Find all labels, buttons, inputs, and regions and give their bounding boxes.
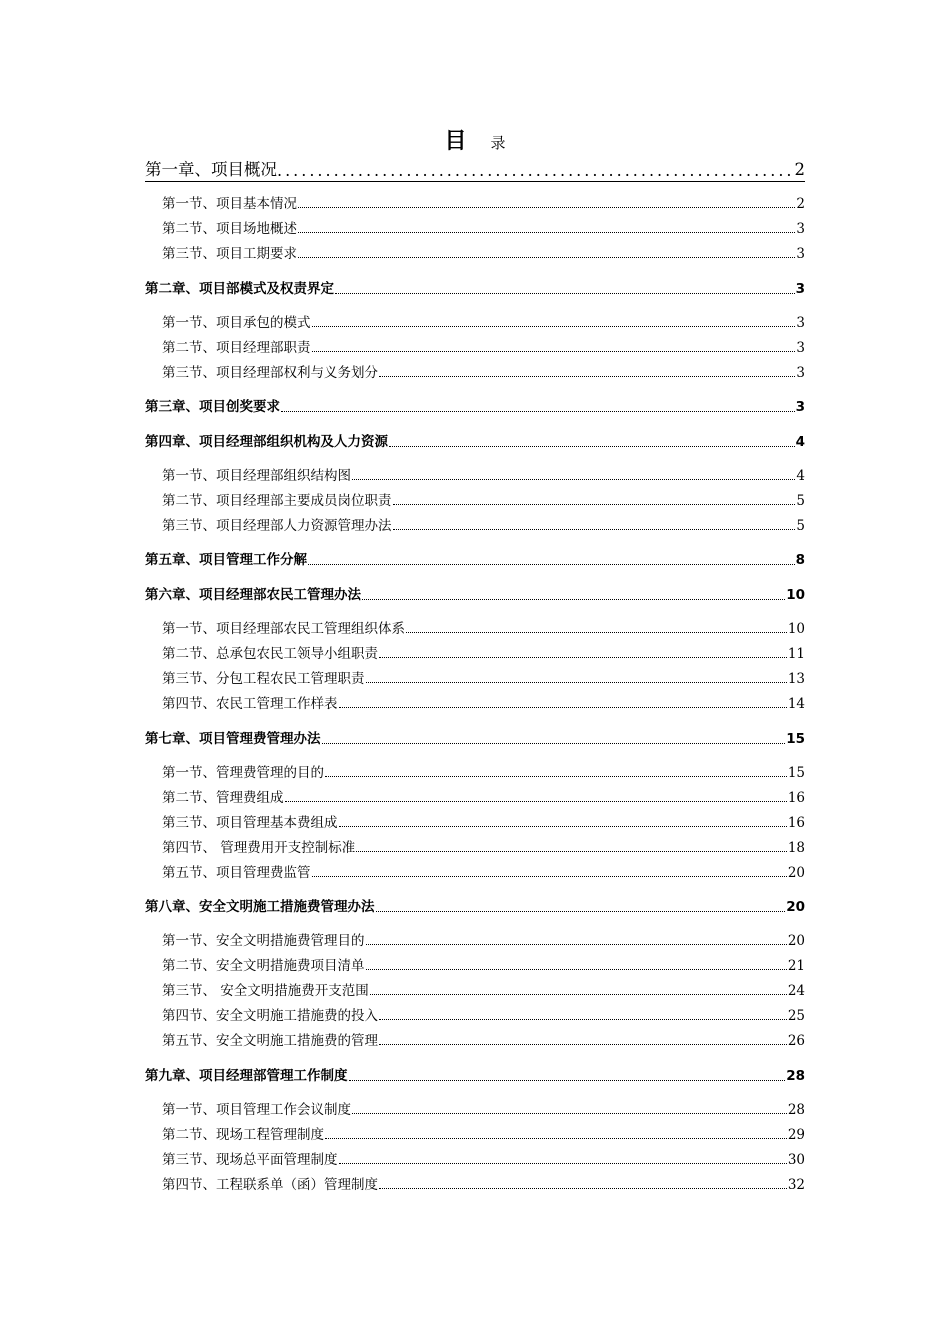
toc-entry-label: 第二节、总承包农民工领导小组职责 bbox=[162, 646, 378, 662]
toc-entry-label: 第一节、管理费管理的目的 bbox=[162, 765, 324, 781]
toc-dot-leader bbox=[379, 1044, 787, 1045]
toc-page-number: 20 bbox=[787, 933, 805, 949]
toc-section-entry[interactable] bbox=[162, 1033, 805, 1049]
toc-entry-label: 第二节、项目经理部职责 bbox=[162, 340, 311, 356]
toc-title-sub: 录 bbox=[490, 134, 506, 152]
toc-section-entry[interactable] bbox=[162, 865, 805, 881]
toc-page-number: 16 bbox=[787, 790, 805, 806]
toc-dot-leader bbox=[379, 1019, 787, 1020]
toc-page-number: 3 bbox=[795, 399, 805, 415]
toc-entry-label: 第三节、项目经理部权利与义务划分 bbox=[162, 365, 378, 381]
toc-dot-leader bbox=[356, 851, 787, 852]
toc-entry-label: 第一节、项目经理部组织结构图 bbox=[162, 468, 351, 484]
toc-page-number: 3 bbox=[796, 246, 805, 262]
toc-chapter-entry[interactable] bbox=[145, 899, 805, 915]
toc-section-entry[interactable] bbox=[162, 315, 805, 331]
toc-section-entry[interactable] bbox=[162, 815, 805, 831]
toc-dot-leader bbox=[379, 376, 795, 377]
toc-entry-label: 第四节、安全文明施工措施费的投入 bbox=[162, 1008, 378, 1024]
toc-dot-leader bbox=[312, 876, 787, 877]
toc-section-entry[interactable] bbox=[162, 1177, 805, 1193]
toc-page-number: 3 bbox=[796, 221, 805, 237]
toc-section-entry[interactable] bbox=[162, 493, 805, 509]
toc-entry-label: 第九章、项目经理部管理工作制度 bbox=[145, 1068, 348, 1084]
toc-page-number: 4 bbox=[796, 468, 805, 484]
toc-page-number: 20 bbox=[786, 899, 805, 915]
toc-dot-leader bbox=[393, 529, 796, 530]
toc-dot-leader bbox=[325, 1138, 787, 1139]
toc-entry-label: 第八章、安全文明施工措施费管理办法 bbox=[145, 899, 375, 915]
toc-entry-label: 第三章、项目创奖要求 bbox=[145, 399, 280, 415]
toc-section-entry[interactable] bbox=[162, 196, 805, 212]
toc-entry-label: 第四节、 管理费用开支控制标准 bbox=[162, 840, 356, 856]
toc-dot-leader bbox=[281, 411, 795, 412]
toc-entry-label: 第一节、项目经理部农民工管理组织体系 bbox=[162, 621, 405, 637]
toc-entry-label: 第一节、项目基本情况 bbox=[162, 196, 297, 212]
toc-dot-leader bbox=[339, 707, 787, 708]
toc-section-entry[interactable] bbox=[162, 518, 805, 534]
toc-page-number: 13 bbox=[787, 671, 805, 687]
toc-dot-leader bbox=[352, 479, 795, 480]
toc-section-entry[interactable] bbox=[162, 840, 805, 856]
toc-entry-label: 第三节、现场总平面管理制度 bbox=[162, 1152, 338, 1168]
toc-entry-label: 第四节、工程联系单（函）管理制度 bbox=[162, 1177, 378, 1193]
toc-dot-leader bbox=[362, 599, 785, 600]
toc-chapter-entry[interactable] bbox=[145, 1068, 805, 1084]
toc-entry-label: 第六章、项目经理部农民工管理办法 bbox=[145, 587, 361, 603]
toc-entry-label: 第二节、管理费组成 bbox=[162, 790, 284, 806]
toc-section-entry[interactable] bbox=[162, 468, 805, 484]
toc-page-number: 3 bbox=[796, 340, 805, 356]
toc-page-number: 15 bbox=[786, 731, 805, 747]
toc-dot-leader bbox=[308, 564, 795, 565]
toc-entry-label: 第四节、农民工管理工作样表 bbox=[162, 696, 338, 712]
toc-page-number: 5 bbox=[796, 493, 805, 509]
toc-page-number: 16 bbox=[787, 815, 805, 831]
toc-page-number: 11 bbox=[787, 646, 805, 662]
toc-dot-leader bbox=[277, 161, 795, 180]
toc-section-entry[interactable] bbox=[162, 671, 805, 687]
toc-entry-label: 第一节、项目承包的模式 bbox=[162, 315, 311, 331]
toc-chapter-entry[interactable] bbox=[145, 399, 805, 415]
toc-entry-label: 第二节、安全文明措施费项目清单 bbox=[162, 958, 365, 974]
toc-page-number: 5 bbox=[796, 518, 805, 534]
toc-entry-label: 第三节、项目经理部人力资源管理办法 bbox=[162, 518, 392, 534]
toc-page-number: 4 bbox=[795, 434, 805, 450]
toc-dot-leader bbox=[379, 657, 787, 658]
toc-dot-leader bbox=[393, 504, 796, 505]
toc-dot-leader bbox=[298, 257, 795, 258]
toc-entry-label: 第一节、项目管理工作会议制度 bbox=[162, 1102, 351, 1118]
toc-entry-label: 第二节、现场工程管理制度 bbox=[162, 1127, 324, 1143]
toc-entry-label: 第五章、项目管理工作分解 bbox=[145, 552, 307, 568]
toc-dot-leader bbox=[298, 232, 795, 233]
toc-dot-leader bbox=[325, 776, 787, 777]
toc-page-number: 10 bbox=[787, 621, 805, 637]
toc-dot-leader bbox=[285, 801, 787, 802]
toc-chapter-entry[interactable] bbox=[145, 281, 805, 297]
toc-chapter-entry[interactable] bbox=[145, 160, 805, 180]
toc-entry-label: 第四章、项目经理部组织机构及人力资源 bbox=[145, 434, 388, 450]
toc-title-main: 目 bbox=[444, 129, 467, 154]
toc-dot-leader bbox=[339, 1163, 787, 1164]
toc-entry-label: 第三节、项目管理基本费组成 bbox=[162, 815, 338, 831]
toc-section-entry[interactable] bbox=[162, 646, 805, 662]
toc-dot-leader bbox=[366, 969, 787, 970]
toc-dot-leader bbox=[335, 293, 795, 294]
toc-dot-leader bbox=[406, 632, 787, 633]
toc-page-number: 21 bbox=[787, 958, 805, 974]
toc-page-number: 3 bbox=[796, 365, 805, 381]
toc-page-number: 15 bbox=[787, 765, 805, 781]
toc-dot-leader bbox=[379, 1188, 787, 1189]
toc-chapter-entry[interactable] bbox=[145, 552, 805, 568]
toc-entry-label: 第一节、安全文明措施费管理目的 bbox=[162, 933, 365, 949]
toc-dot-leader bbox=[389, 446, 795, 447]
toc-section-entry[interactable] bbox=[162, 340, 805, 356]
toc-page-number: 28 bbox=[787, 1102, 805, 1118]
toc-dot-leader bbox=[352, 1113, 787, 1114]
toc-page-number: 14 bbox=[787, 696, 805, 712]
toc-dot-leader bbox=[349, 1080, 786, 1081]
toc-chapter-entry[interactable] bbox=[145, 731, 805, 747]
toc-page-number: 10 bbox=[786, 587, 805, 603]
toc-section-entry[interactable] bbox=[162, 621, 805, 637]
toc-section-entry[interactable] bbox=[162, 365, 805, 381]
toc-section-entry[interactable] bbox=[162, 765, 805, 781]
toc-section-entry[interactable] bbox=[162, 696, 805, 712]
toc-dot-leader bbox=[376, 911, 786, 912]
toc-page-number: 32 bbox=[787, 1177, 805, 1193]
toc-section-entry[interactable] bbox=[162, 790, 805, 806]
toc-page-number: 26 bbox=[787, 1033, 805, 1049]
toc-entry-label: 第三节、分包工程农民工管理职责 bbox=[162, 671, 365, 687]
toc-section-entry[interactable] bbox=[162, 958, 805, 974]
toc-section-entry[interactable] bbox=[162, 933, 805, 949]
toc-page-number: 25 bbox=[787, 1008, 805, 1024]
toc-page-number: 20 bbox=[787, 865, 805, 881]
toc-page-number: 2 bbox=[794, 160, 805, 179]
toc-entry-label: 第二节、项目场地概述 bbox=[162, 221, 297, 237]
toc-page-number: 28 bbox=[786, 1068, 805, 1084]
toc-page-number: 24 bbox=[787, 983, 805, 999]
toc-section-entry[interactable] bbox=[162, 1152, 805, 1168]
toc-chapter-entry[interactable] bbox=[145, 587, 805, 603]
toc-section-entry[interactable] bbox=[162, 983, 805, 999]
toc-section-entry[interactable] bbox=[162, 246, 805, 262]
toc-entry-label: 第五节、安全文明施工措施费的管理 bbox=[162, 1033, 378, 1049]
toc-chapter-entry[interactable] bbox=[145, 434, 805, 450]
toc-entry-label: 第二节、项目经理部主要成员岗位职责 bbox=[162, 493, 392, 509]
toc-dot-leader bbox=[298, 207, 795, 208]
toc-section-entry[interactable] bbox=[162, 1008, 805, 1024]
toc-page-number: 3 bbox=[795, 281, 805, 297]
toc-page-number: 18 bbox=[787, 840, 805, 856]
toc-entry-label: 第七章、项目管理费管理办法 bbox=[145, 731, 321, 747]
toc-page-number: 29 bbox=[787, 1127, 805, 1143]
toc-title bbox=[0, 124, 950, 155]
toc-dot-leader bbox=[322, 743, 786, 744]
toc-dot-leader bbox=[339, 826, 787, 827]
toc-page-number: 30 bbox=[787, 1152, 805, 1168]
toc-entry-label: 第二章、项目部模式及权责界定 bbox=[145, 281, 334, 297]
toc-section-entry[interactable] bbox=[162, 221, 805, 237]
toc-page-number: 8 bbox=[795, 552, 805, 568]
toc-dot-leader bbox=[370, 994, 787, 995]
toc-dot-leader bbox=[312, 351, 796, 352]
toc-page-number: 2 bbox=[796, 196, 805, 212]
toc-entry-label: 第三节、项目工期要求 bbox=[162, 246, 297, 262]
toc-dot-leader bbox=[312, 326, 796, 327]
toc-section-entry[interactable] bbox=[162, 1127, 805, 1143]
toc-entry-label: 第一章、项目概况 bbox=[145, 160, 277, 179]
toc-entry-label: 第三节、 安全文明措施费开支范围 bbox=[162, 983, 369, 999]
toc-section-entry[interactable] bbox=[162, 1102, 805, 1118]
toc-page-number: 3 bbox=[796, 315, 805, 331]
toc-dot-leader bbox=[366, 682, 787, 683]
toc-dot-leader bbox=[366, 944, 787, 945]
toc-entry-label: 第五节、项目管理费监管 bbox=[162, 865, 311, 881]
